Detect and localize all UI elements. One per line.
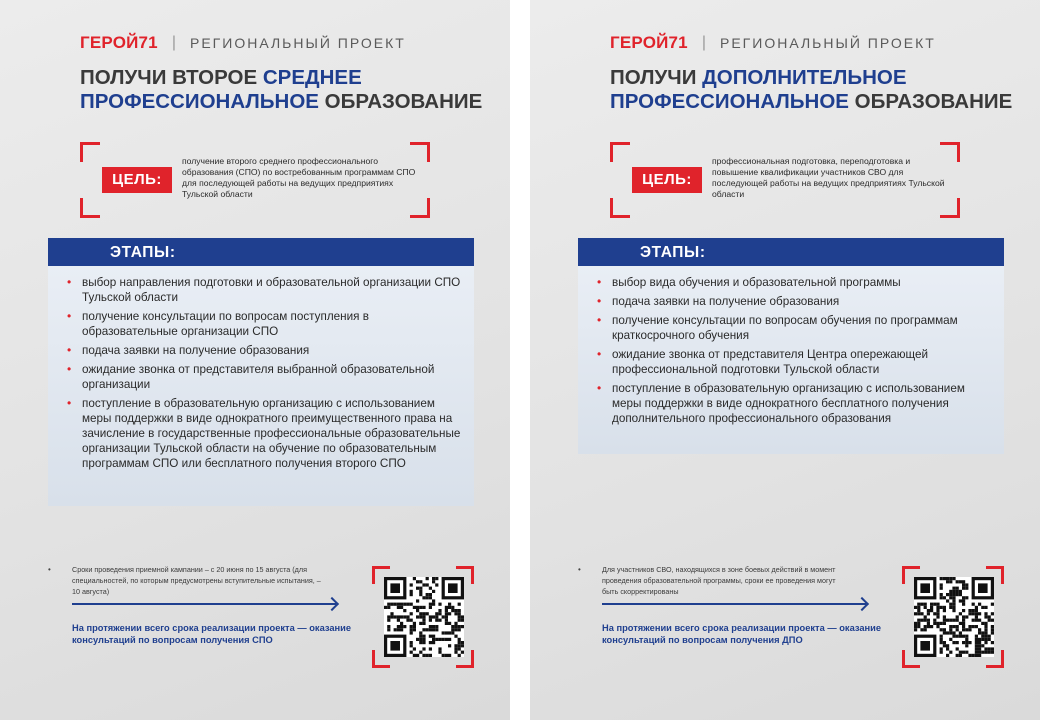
stages-title: ЭТАПЫ: [48,238,474,266]
frame-corner [610,142,630,162]
goal-text: профессиональная подготовка, переподготовка и повышение квалификации участников СВО для последующей работы на ведущих предприятиях Тульской области [712,156,945,199]
headline-part: ПОЛУЧИ ВТОРОЕ [80,66,263,89]
headline-highlight: ПРОФЕССИОНАЛЬНОЕ [80,90,319,113]
brand-row [80,33,406,53]
goal-text: получение второго среднего профессионального образования (СПО) по востребованным программам СПО для последующей работы на ведущих предприятиях Тульской области [182,156,416,199]
note-text: Сроки проведения приемной кампании – с 20 июня по 15 августа (для специальностей, по которым предусмотрены вступительные испытания, – 10 августа) [72,565,321,596]
arrow-right-icon [602,603,866,605]
headline-part: ОБРАЗОВАНИЕ [318,90,483,113]
frame-corner [610,198,630,218]
list-item: • ожидание звонка от представителя Центра опережающей профессиональной подготовки Тульской области [600,347,994,377]
qr-code-icon[interactable] [384,577,464,657]
list-item: • получение консультации по вопросам обучения по программам краткосрочного обучения [600,313,994,343]
headline-highlight: ПРОФЕССИОНАЛЬНОЕ [610,90,849,113]
list-item: • поступление в образовательную организацию с использованием меры поддержки в виде однократного бесплатного получения дополнительного профессионального образования [600,381,994,426]
qr-frame [902,566,1004,668]
list-item: • выбор вида обучения и образовательной программы [600,275,994,290]
frame-corner [940,198,960,218]
list-item: • подача заявки на получение образования [70,343,464,358]
note-text: Для участников СВО, находящихся в зоне боевых действий в момент проведения образовательной программы, сроки ее проведения могут быть скорректированы [602,565,836,596]
list-item: • ожидание звонка от представителя выбранной образовательной организации [70,362,464,392]
headline-highlight: СРЕДНЕЕ [262,66,362,89]
brand-logo: ГЕРОЙ71 [80,33,158,52]
goal-badge: ЦЕЛЬ: [632,167,702,193]
page-title [610,66,1012,114]
page-title [80,66,482,114]
frame-corner [80,142,100,162]
stages-title: ЭТАПЫ: [578,238,1004,266]
frame-corner [410,198,430,218]
note-bullet: • [578,565,581,574]
list-item: • выбор направления подготовки и образовательной организации СПО Тульской области [70,275,464,305]
project-label: РЕГИОНАЛЬНЫЙ ПРОЕКТ [720,35,936,51]
stages-list [578,266,1004,454]
qr-code-icon[interactable] [914,577,994,657]
brand-logo: ГЕРОЙ71 [610,33,688,52]
arrow-right-icon [72,603,336,605]
goal-box [610,142,960,218]
list-item: • получение консультации по вопросам поступления в образовательные организации СПО [70,309,464,339]
brand-separator: | [171,34,176,51]
project-label: РЕГИОНАЛЬНЫЙ ПРОЕКТ [190,35,406,51]
headline-highlight: ДОПОЛНИТЕЛЬНОЕ [702,66,907,89]
frame-corner [80,198,100,218]
stages-list [48,266,474,506]
bottom-note: На протяжении всего срока реализации проекта — оказание консультаций по вопросам получения ДПО [602,623,882,645]
qr-frame [372,566,474,668]
headline-part: ПОЛУЧИ [610,66,703,89]
brand-row [610,33,936,53]
goal-badge: ЦЕЛЬ: [102,167,172,193]
brand-separator: | [701,34,706,51]
list-item: • подача заявки на получение образования [600,294,994,309]
note-bullet: • [48,565,51,574]
bottom-note: На протяжении всего срока реализации проекта — оказание консультаций по вопросам получения СПО [72,623,352,645]
list-item: • поступление в образовательную организацию с использованием меры поддержки в виде однократного преимущественного права на зачисление в государственные профессиональные образовательные организации Тульской области на обучение по образовательным программам СПО или бесплатного получения второго СПО [70,396,464,471]
poster-spo [0,0,510,720]
poster-dpo [530,0,1040,720]
goal-box [80,142,430,218]
headline-part: ОБРАЗОВАНИЕ [848,90,1013,113]
